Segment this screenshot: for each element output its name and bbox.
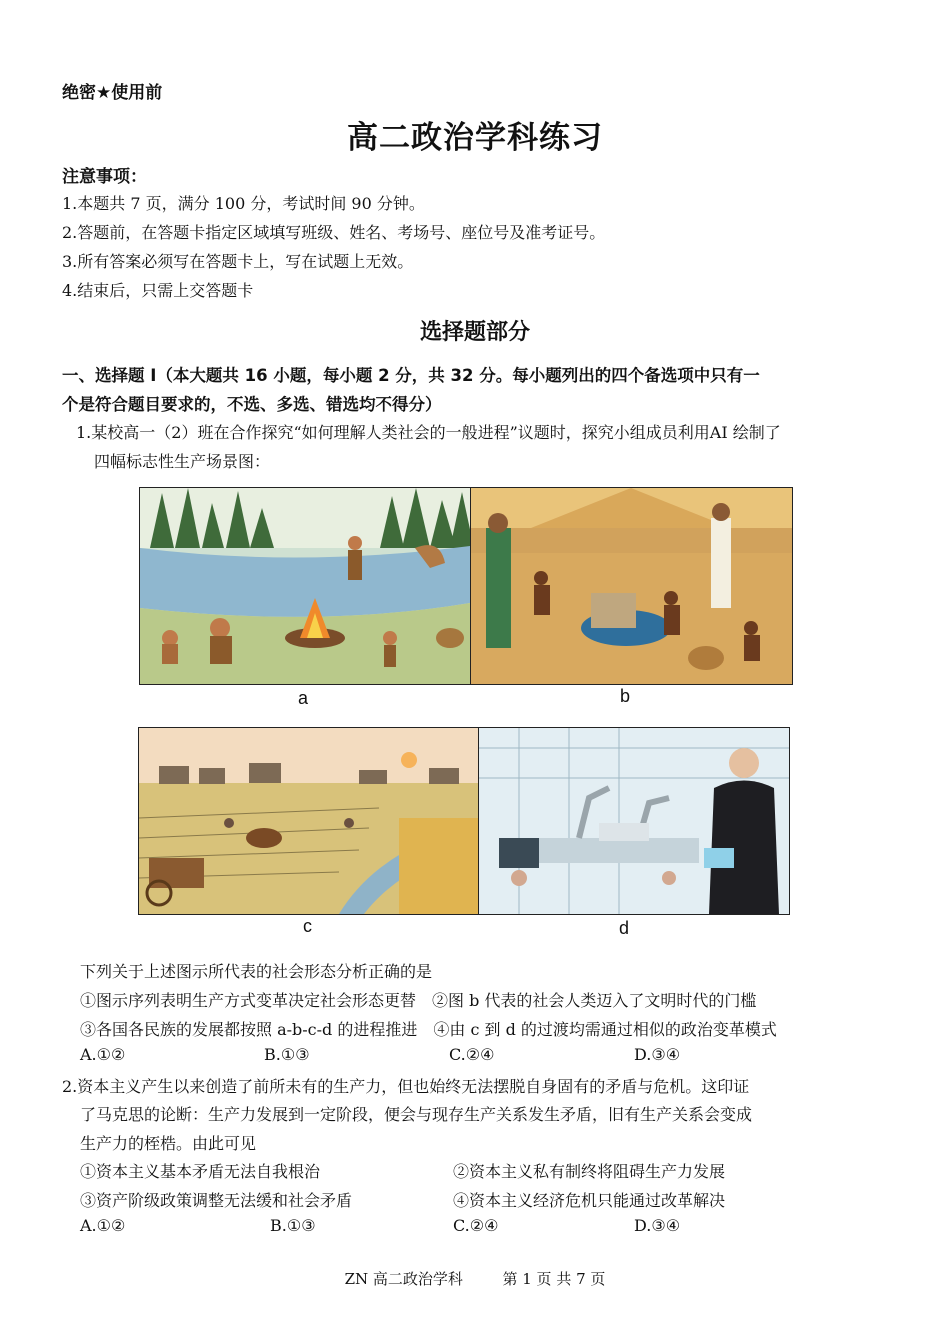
part1-instructions-line1: 一、选择题 Ⅰ（本大题共 16 小题，每小题 2 分，共 32 分。每小题列出的四个备选项中只有一 bbox=[62, 366, 760, 385]
q1-options-line2: ③各国各民族的发展都按照 a-b-c-d 的进程推进 ④由 c 到 d 的过渡均需通过相似的政治变革模式 bbox=[80, 1020, 777, 1039]
footer-subject: ZN 高二政治学科 bbox=[344, 1270, 463, 1288]
capitalist-society-scene-image bbox=[478, 727, 790, 915]
q1-stem-line2: 四幅标志性生产场景图： bbox=[94, 452, 271, 471]
q2-stem-line2: 了马克思的论断：生产力发展到一定阶段，便会与现存生产关系发生矛盾，旧有生产关系会变成 bbox=[80, 1105, 753, 1124]
section-title: 选择题部分 bbox=[419, 320, 530, 345]
q2-choice-c: C.②④ bbox=[453, 1216, 499, 1235]
q1-choice-b: B.①③ bbox=[264, 1045, 310, 1064]
notes-heading: 注意事项： bbox=[62, 167, 147, 187]
q1-choice-c: C.②④ bbox=[449, 1045, 495, 1064]
q2-stem-line1: 2.资本主义产生以来创造了前所未有的生产力，但也始终无法摆脱自身固有的矛盾与危机。这印证 bbox=[62, 1077, 750, 1096]
q1-stem-line1: 1.某校高一（2）班在合作探究“如何理解人类社会的一般进程”议题时，探究小组成员利用AI 绘制了 bbox=[76, 423, 781, 442]
note-4: 4.结束后，只需上交答题卡 bbox=[62, 281, 254, 300]
q2-choice-d: D.③④ bbox=[634, 1216, 681, 1235]
image-label-c: c bbox=[303, 916, 312, 936]
confidential-mark: 绝密★使用前 bbox=[62, 83, 163, 103]
footer-page-number: 第 1 页 共 7 页 bbox=[502, 1270, 606, 1288]
feudal-society-scene-image bbox=[138, 727, 479, 915]
note-1: 1.本题共 7 页，满分 100 分，考试时间 90 分钟。 bbox=[62, 194, 425, 213]
q2-stem-line3: 生产力的桎梏。由此可见 bbox=[80, 1134, 257, 1153]
q1-choice-a: A.①② bbox=[80, 1045, 126, 1064]
q2-choice-b: B.①③ bbox=[270, 1216, 316, 1235]
q2-option-4: ④资本主义经济危机只能通过改革解决 bbox=[453, 1191, 726, 1210]
page-footer bbox=[0, 1268, 950, 1289]
q2-option-3: ③资产阶级政策调整无法缓和社会矛盾 bbox=[80, 1191, 353, 1210]
q1-question: 下列关于上述图示所代表的社会形态分析正确的是 bbox=[80, 962, 433, 981]
part1-instructions-line2: 个是符合题目要求的，不选、多选、错选均不得分） bbox=[62, 395, 442, 414]
image-label-d: d bbox=[619, 918, 630, 938]
image-label-a: a bbox=[298, 688, 309, 708]
note-3: 3.所有答案必须写在答题卡上，写在试题上无效。 bbox=[62, 252, 414, 271]
note-2: 2.答题前，在答题卡指定区域填写班级、姓名、考场号、座位号及准考证号。 bbox=[62, 223, 606, 242]
q2-option-2: ②资本主义私有制终将阻碍生产力发展 bbox=[453, 1162, 726, 1181]
primitive-society-scene-image bbox=[139, 487, 471, 685]
page-title: 高二政治学科练习 bbox=[347, 120, 603, 156]
q2-choice-a: A.①② bbox=[80, 1216, 126, 1235]
slave-society-scene-image bbox=[470, 487, 793, 685]
q1-choice-d: D.③④ bbox=[634, 1045, 681, 1064]
q1-options-line1: ①图示序列表明生产方式变革决定社会形态更替 ②图 b 代表的社会人类迈入了文明时代的门槛 bbox=[80, 991, 757, 1010]
image-label-b: b bbox=[620, 686, 631, 706]
q2-option-1: ①资本主义基本矛盾无法自我根治 bbox=[80, 1162, 321, 1181]
